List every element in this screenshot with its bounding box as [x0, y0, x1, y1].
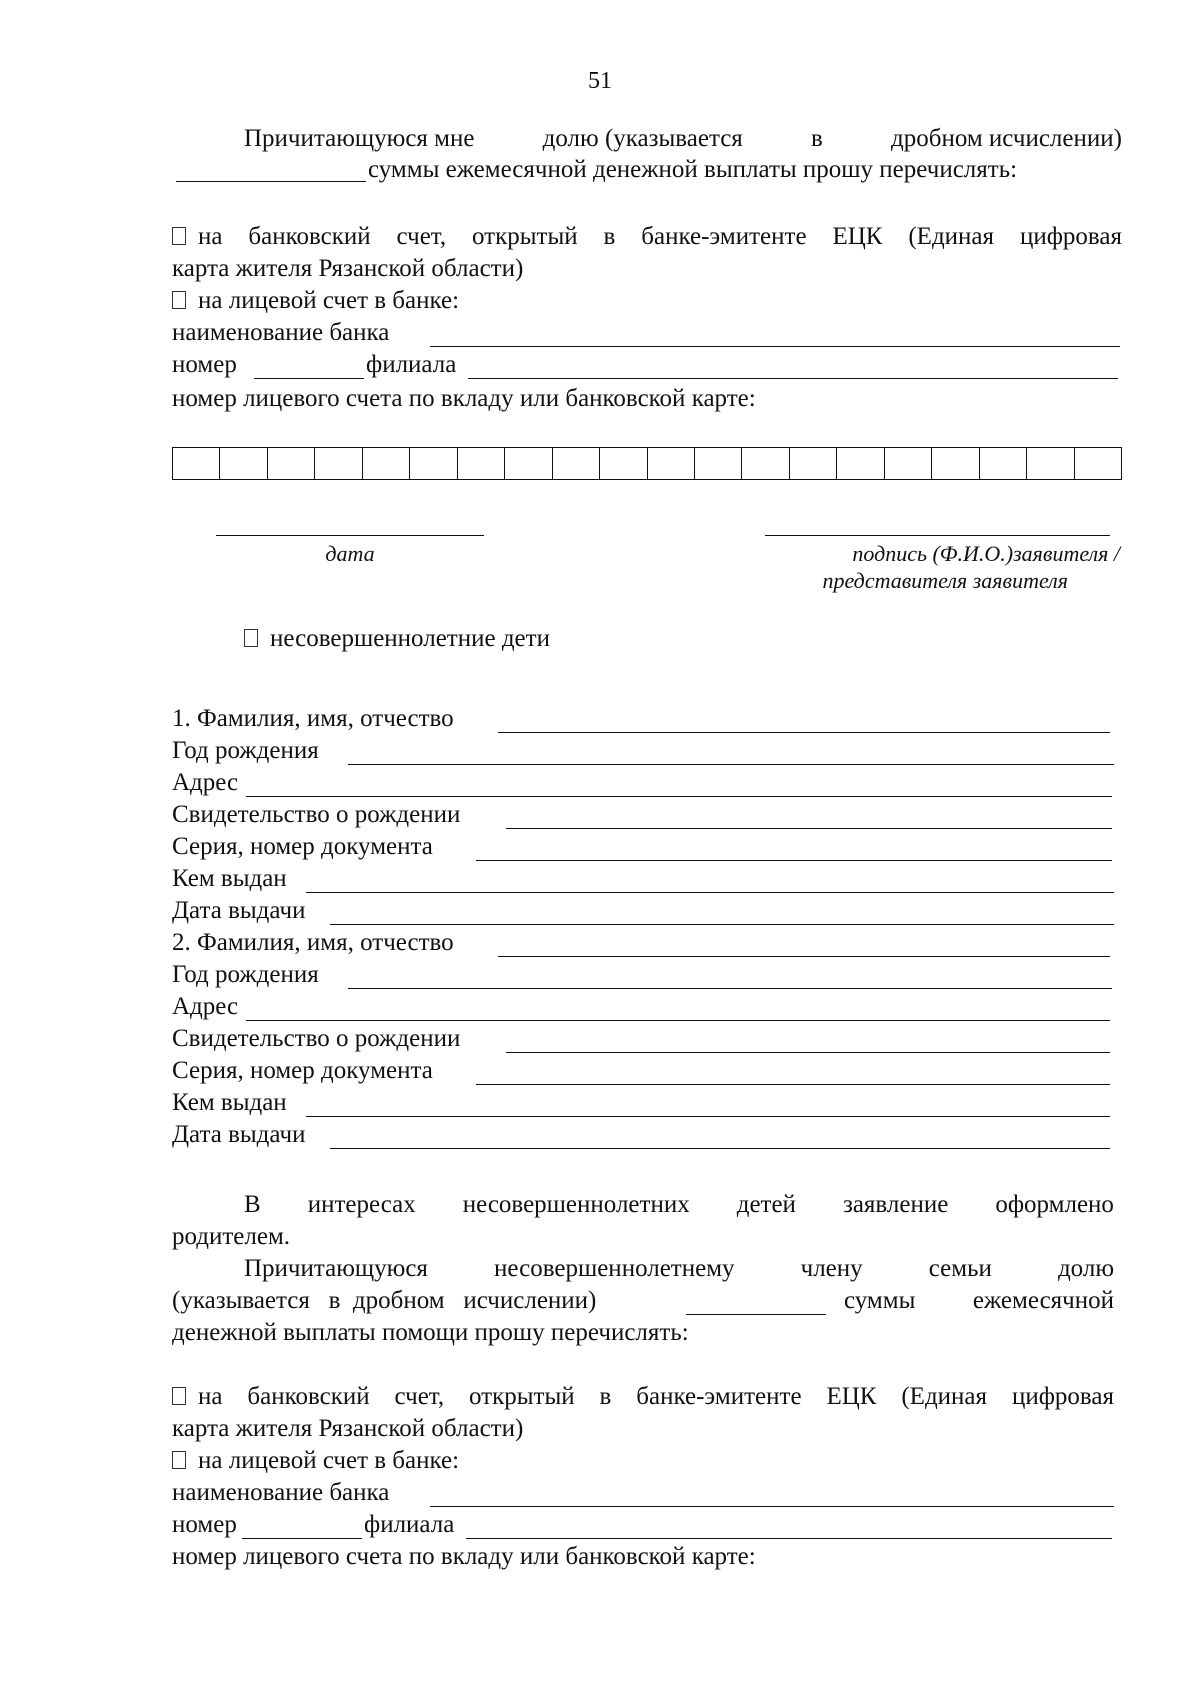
account-number-cell[interactable] [268, 448, 315, 479]
account-number-cell[interactable] [648, 448, 695, 479]
minor-bank-name-label: наименование банка [172, 1479, 390, 1506]
account-number-cell[interactable] [932, 448, 979, 479]
account-number-cell[interactable] [315, 448, 362, 479]
child1-birth-year-field[interactable] [348, 764, 1114, 765]
account-number-cell[interactable] [505, 448, 552, 479]
minors-option[interactable]: несовершеннолетние дети [244, 624, 550, 654]
child1-issue-date-label: Дата выдачи [172, 897, 306, 924]
account-number-cell[interactable] [553, 448, 600, 479]
child1-certificate-field[interactable] [506, 828, 1112, 829]
account-number-cell[interactable] [742, 448, 789, 479]
child1-series-label: Серия, номер документа [172, 833, 433, 860]
parent-paragraph-line2: родителем. [172, 1223, 291, 1250]
share-paragraph-line2: суммы ежемесячной денежной выплаты прошу перечислять: [368, 156, 1018, 183]
minor-option-card-account-line2: карта жителя Рязанской области) [172, 1415, 524, 1442]
option-card-account-checkbox[interactable] [172, 227, 186, 245]
account-number-cell[interactable] [695, 448, 742, 479]
account-number-cell[interactable] [220, 448, 267, 479]
child2-issue-date-field[interactable] [330, 1148, 1110, 1149]
child2-series-field[interactable] [476, 1084, 1110, 1085]
minor-share-line1: Причитающуюся несовершеннолетнему члену семьи долю [244, 1255, 1114, 1282]
number-field[interactable] [254, 378, 364, 379]
minor-option-card-account-line1[interactable]: на банковский счет, открытый в банке-эмитенте ЕЦК (Единая цифровая [172, 1382, 1114, 1412]
minor-share-fraction-field[interactable] [686, 1314, 826, 1315]
option-personal-account-checkbox[interactable] [172, 291, 186, 309]
account-number-cell[interactable] [1075, 448, 1121, 479]
signature-field[interactable] [765, 535, 1110, 536]
bank-name-label: наименование банка [172, 319, 390, 346]
date-caption: дата [325, 541, 375, 566]
child1-issued-by-field[interactable] [306, 892, 1114, 893]
date-field[interactable] [216, 535, 484, 536]
account-number-cell[interactable] [410, 448, 457, 479]
child2-issue-date-label: Дата выдачи [172, 1121, 306, 1148]
child2-issued-by-field[interactable] [306, 1116, 1110, 1117]
account-number-cell[interactable] [980, 448, 1027, 479]
child1-fio-label: 1. Фамилия, имя, отчество [172, 705, 454, 732]
child1-certificate-label: Свидетельство о рождении [172, 801, 461, 828]
minor-account-number-label: номер лицевого счета по вкладу или банковской карте: [172, 1543, 756, 1570]
child1-issue-date-field[interactable] [330, 924, 1114, 925]
minor-number-label: номер [172, 1511, 237, 1538]
branch-field[interactable] [468, 378, 1118, 379]
account-number-cell[interactable] [458, 448, 505, 479]
minor-share-line2-start: (указывается в дробном исчислении) [172, 1287, 597, 1314]
minor-option-personal-account-checkbox[interactable] [172, 1451, 186, 1469]
minor-bank-name-field[interactable] [430, 1506, 1114, 1507]
child1-address-label: Адрес [172, 769, 239, 796]
bank-name-field[interactable] [430, 346, 1120, 347]
minor-share-line3: денежной выплаты помощи прошу перечислять: [172, 1319, 689, 1346]
account-number-cell[interactable] [363, 448, 410, 479]
account-number-cell[interactable] [885, 448, 932, 479]
minor-number-field[interactable] [242, 1538, 362, 1539]
child1-series-field[interactable] [476, 860, 1112, 861]
minor-option-personal-account[interactable]: на лицевой счет в банке: [172, 1446, 459, 1476]
option-card-account-line2: карта жителя Рязанской области) [172, 255, 524, 282]
page-number: 51 [588, 68, 612, 94]
option-personal-account[interactable]: на лицевой счет в банке: [172, 286, 459, 316]
child2-birth-year-label: Год рождения [172, 961, 319, 988]
signature-caption-line1: подпись (Ф.И.О.)заявителя / [852, 541, 1120, 566]
account-number-cell[interactable] [837, 448, 884, 479]
account-number-cell[interactable] [1027, 448, 1074, 479]
account-number-cell[interactable] [790, 448, 837, 479]
share-paragraph-line1: Причитающуюся мне долю (указывается в дробном исчислении) [244, 125, 1122, 152]
signature-caption-line2: представителя заявителя [822, 568, 1068, 593]
minor-option-card-account-checkbox[interactable] [172, 1387, 186, 1405]
child2-address-field[interactable] [246, 1020, 1110, 1021]
child1-issued-by-label: Кем выдан [172, 865, 287, 892]
minor-branch-field[interactable] [466, 1538, 1112, 1539]
minor-share-line2-end: суммы ежемесячной [844, 1287, 1114, 1314]
minors-checkbox[interactable] [244, 629, 258, 647]
account-number-cell[interactable] [600, 448, 647, 479]
child1-fio-field[interactable] [498, 732, 1110, 733]
account-number-cell[interactable] [173, 448, 220, 479]
child2-issued-by-label: Кем выдан [172, 1089, 287, 1116]
option-card-account-line1[interactable]: на банковский счет, открытый в банке-эмитенте ЕЦК (Единая цифровая [172, 222, 1122, 252]
minor-branch-label: филиала [364, 1511, 455, 1538]
child2-series-label: Серия, номер документа [172, 1057, 433, 1084]
branch-label: филиала [366, 351, 457, 378]
account-number-grid[interactable] [172, 447, 1122, 480]
child1-birth-year-label: Год рождения [172, 737, 319, 764]
child2-birth-year-field[interactable] [348, 988, 1112, 989]
child2-certificate-label: Свидетельство о рождении [172, 1025, 461, 1052]
child2-certificate-field[interactable] [506, 1052, 1110, 1053]
account-number-label: номер лицевого счета по вкладу или банковской карте: [172, 385, 756, 412]
share-fraction-field[interactable] [176, 181, 366, 182]
parent-paragraph-line1: В интересах несовершеннолетних детей заявление оформлено [244, 1191, 1114, 1218]
child2-fio-label: 2. Фамилия, имя, отчество [172, 929, 454, 956]
child1-address-field[interactable] [246, 796, 1112, 797]
number-label: номер [172, 351, 237, 378]
child2-fio-field[interactable] [498, 956, 1110, 957]
child2-address-label: Адрес [172, 993, 239, 1020]
